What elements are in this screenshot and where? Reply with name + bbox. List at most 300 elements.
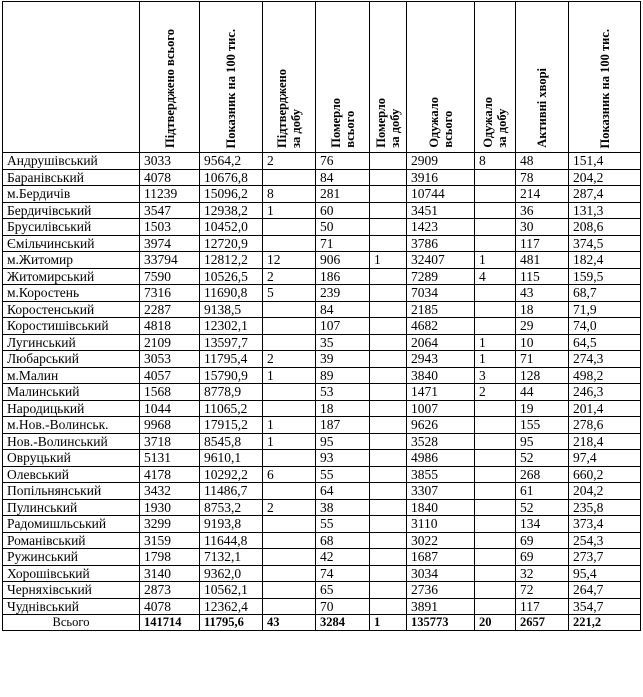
active-rate-cell: 95,4 — [569, 565, 641, 582]
confirmed-total-cell: 3140 — [140, 565, 200, 582]
confirmed-daily-cell — [263, 301, 316, 318]
table-row — [3, 367, 641, 384]
deaths-total-cell: 55 — [316, 466, 370, 483]
recovered-total-cell: 2064 — [407, 334, 475, 351]
deaths-daily-cell — [370, 598, 407, 615]
region-name-cell: Нов.-Волинський — [3, 433, 140, 450]
table-row — [3, 400, 641, 417]
column-header-label: Одужало за добу — [481, 97, 509, 148]
region-name-cell: Черняхівський — [3, 582, 140, 599]
active-cases-cell: 69 — [516, 549, 569, 566]
active-cases-cell: 117 — [516, 235, 569, 252]
recovered-daily-cell — [475, 169, 516, 186]
active-cases-cell: 214 — [516, 186, 569, 203]
confirmed-daily-cell — [263, 598, 316, 615]
active-rate-cell: 354,7 — [569, 598, 641, 615]
rate-per-100k-cell: 10292,2 — [200, 466, 263, 483]
region-name-cell: Любарський — [3, 351, 140, 368]
rate-per-100k-cell: 11795,4 — [200, 351, 263, 368]
recovered-total-cell: 3034 — [407, 565, 475, 582]
recovered-total-cell: 9626 — [407, 417, 475, 434]
rate-per-100k-cell: 13597,7 — [200, 334, 263, 351]
deaths-daily-cell — [370, 499, 407, 516]
region-name-cell: Олевський — [3, 466, 140, 483]
deaths-total-cell: 186 — [316, 268, 370, 285]
confirmed-total-cell: 3299 — [140, 516, 200, 533]
confirmed-daily-cell — [263, 582, 316, 599]
recovered-daily-cell — [475, 318, 516, 335]
recovered-daily-cell: 3 — [475, 367, 516, 384]
region-name-cell: м.Нов.-Волинськ. — [3, 417, 140, 434]
recovered-daily-cell — [475, 285, 516, 302]
rate-per-100k-cell: 12362,4 — [200, 598, 263, 615]
confirmed-daily-cell: 2 — [263, 351, 316, 368]
confirmed-total-cell: 1568 — [140, 384, 200, 401]
region-name-cell: м.Бердичів — [3, 186, 140, 203]
recovered-total-cell: 4682 — [407, 318, 475, 335]
column-header-label: Підтверджено всього — [162, 28, 177, 148]
active-cases-cell: 61 — [516, 483, 569, 500]
active-rate-cell: 218,4 — [569, 433, 641, 450]
table-row — [3, 318, 641, 335]
recovered-total-cell: 1840 — [407, 499, 475, 516]
confirmed-total-cell: 3159 — [140, 532, 200, 549]
confirmed-daily-cell — [263, 235, 316, 252]
total-value-cell: 43 — [263, 615, 316, 631]
recovered-daily-cell — [475, 565, 516, 582]
deaths-total-cell: 71 — [316, 235, 370, 252]
deaths-total-cell: 107 — [316, 318, 370, 335]
recovered-total-cell: 7289 — [407, 268, 475, 285]
deaths-daily-cell — [370, 466, 407, 483]
recovered-total-cell: 2185 — [407, 301, 475, 318]
rate-per-100k-cell: 8753,2 — [200, 499, 263, 516]
table-row — [3, 417, 641, 434]
confirmed-total-cell: 4078 — [140, 598, 200, 615]
deaths-daily-cell — [370, 400, 407, 417]
rate-per-100k-cell: 8778,9 — [200, 384, 263, 401]
confirmed-daily-cell: 1 — [263, 433, 316, 450]
rate-per-100k-cell: 10562,1 — [200, 582, 263, 599]
active-rate-cell: 498,2 — [569, 367, 641, 384]
total-value-cell: 2657 — [516, 615, 569, 631]
active-cases-cell: 128 — [516, 367, 569, 384]
rate-per-100k-cell: 15096,2 — [200, 186, 263, 203]
region-name-cell: Радомишльський — [3, 516, 140, 533]
total-value-cell: 20 — [475, 615, 516, 631]
confirmed-total-cell: 3718 — [140, 433, 200, 450]
confirmed-total-cell: 1044 — [140, 400, 200, 417]
deaths-total-cell: 70 — [316, 598, 370, 615]
deaths-total-cell: 65 — [316, 582, 370, 599]
active-rate-cell: 278,6 — [569, 417, 641, 434]
deaths-daily-cell — [370, 367, 407, 384]
active-rate-cell: 131,3 — [569, 202, 641, 219]
rate-per-100k-cell: 11644,8 — [200, 532, 263, 549]
rate-per-100k-cell: 11065,2 — [200, 400, 263, 417]
deaths-daily-cell — [370, 532, 407, 549]
column-header-label: Одужало всього — [426, 97, 455, 148]
region-name-cell: Бердичівський — [3, 202, 140, 219]
active-cases-cell: 18 — [516, 301, 569, 318]
total-value-cell: 135773 — [407, 615, 475, 631]
confirmed-daily-cell — [263, 516, 316, 533]
confirmed-total-cell: 1930 — [140, 499, 200, 516]
active-rate-cell: 373,4 — [569, 516, 641, 533]
deaths-total-cell: 39 — [316, 351, 370, 368]
deaths-total-cell: 906 — [316, 252, 370, 269]
deaths-daily-cell — [370, 334, 407, 351]
active-rate-cell: 254,3 — [569, 532, 641, 549]
table-header — [3, 2, 641, 153]
region-name-cell: м.Житомир — [3, 252, 140, 269]
region-header — [3, 2, 140, 153]
confirmed-total-cell: 3053 — [140, 351, 200, 368]
confirmed-total-cell: 7590 — [140, 268, 200, 285]
region-name-cell: Коростишівський — [3, 318, 140, 335]
confirmed-total-cell: 3547 — [140, 202, 200, 219]
deaths-daily-cell — [370, 202, 407, 219]
recovered-daily-cell — [475, 598, 516, 615]
region-name-cell: Брусилівський — [3, 219, 140, 236]
table-row — [3, 285, 641, 302]
recovered-daily-cell: 1 — [475, 252, 516, 269]
recovered-daily-cell: 8 — [475, 153, 516, 170]
rate-per-100k-cell: 12812,2 — [200, 252, 263, 269]
confirmed-total-cell: 11239 — [140, 186, 200, 203]
deaths-total-cell: 18 — [316, 400, 370, 417]
active-cases-cell: 52 — [516, 450, 569, 467]
rate-per-100k-cell: 17915,2 — [200, 417, 263, 434]
confirmed-total-cell: 5131 — [140, 450, 200, 467]
confirmed-total-cell: 2287 — [140, 301, 200, 318]
active-cases-cell: 117 — [516, 598, 569, 615]
table-row — [3, 219, 641, 236]
confirmed-total-cell: 3974 — [140, 235, 200, 252]
active-cases-cell: 19 — [516, 400, 569, 417]
rate-per-100k-cell: 11486,7 — [200, 483, 263, 500]
rate-per-100k-cell: 15790,9 — [200, 367, 263, 384]
total-value-cell: 141714 — [140, 615, 200, 631]
active-rate-cell: 246,3 — [569, 384, 641, 401]
deaths-total-cell: 239 — [316, 285, 370, 302]
confirmed-daily-cell: 8 — [263, 186, 316, 203]
active-cases-cell: 30 — [516, 219, 569, 236]
recovered-total-cell: 3022 — [407, 532, 475, 549]
table-row — [3, 268, 641, 285]
recovered-daily-cell — [475, 499, 516, 516]
recovered-total-header — [407, 2, 475, 153]
active-rate-cell: 71,9 — [569, 301, 641, 318]
deaths-total-cell: 84 — [316, 169, 370, 186]
table-row — [3, 235, 641, 252]
region-name-cell: Ружинський — [3, 549, 140, 566]
table-row — [3, 301, 641, 318]
deaths-total-cell: 89 — [316, 367, 370, 384]
recovered-daily-cell: 1 — [475, 334, 516, 351]
recovered-total-cell: 1471 — [407, 384, 475, 401]
recovered-total-cell: 1687 — [407, 549, 475, 566]
total-label-cell: Всього — [3, 615, 140, 631]
deaths-total-cell: 74 — [316, 565, 370, 582]
confirmed-daily-cell: 5 — [263, 285, 316, 302]
column-header-label: Активні хворі — [535, 68, 549, 148]
confirmed-daily-cell — [263, 219, 316, 236]
recovered-total-cell: 4986 — [407, 450, 475, 467]
deaths-total-cell: 60 — [316, 202, 370, 219]
table-row — [3, 334, 641, 351]
rate-per-100k-cell: 11690,8 — [200, 285, 263, 302]
active-cases-cell: 268 — [516, 466, 569, 483]
rate-per-100k-cell: 12720,9 — [200, 235, 263, 252]
recovered-daily-cell — [475, 483, 516, 500]
recovered-total-cell: 1007 — [407, 400, 475, 417]
table-row — [3, 186, 641, 203]
total-value-cell: 3284 — [316, 615, 370, 631]
active-cases-cell: 134 — [516, 516, 569, 533]
recovered-total-cell: 3528 — [407, 433, 475, 450]
table-row — [3, 433, 641, 450]
active-rate-cell: 68,7 — [569, 285, 641, 302]
rate-per-100k-cell: 10526,5 — [200, 268, 263, 285]
deaths-daily-cell — [370, 483, 407, 500]
recovered-daily-cell — [475, 549, 516, 566]
active-cases-cell: 71 — [516, 351, 569, 368]
confirmed-total-cell: 4818 — [140, 318, 200, 335]
confirmed-daily-cell: 1 — [263, 367, 316, 384]
deaths-total-cell: 281 — [316, 186, 370, 203]
recovered-daily-cell — [475, 417, 516, 434]
confirmed-daily-cell — [263, 549, 316, 566]
active-cases-cell: 36 — [516, 202, 569, 219]
confirmed-total-cell: 4057 — [140, 367, 200, 384]
deaths-total-cell: 53 — [316, 384, 370, 401]
rate-per-100k-cell: 9362,0 — [200, 565, 263, 582]
confirmed-daily-cell — [263, 532, 316, 549]
recovered-daily-cell — [475, 301, 516, 318]
deaths-daily-cell — [370, 285, 407, 302]
recovered-total-cell: 32407 — [407, 252, 475, 269]
region-name-cell: Чуднівський — [3, 598, 140, 615]
recovered-daily-cell — [475, 400, 516, 417]
confirmed-total-cell: 4178 — [140, 466, 200, 483]
total-row — [3, 615, 641, 631]
active-rate-cell: 182,4 — [569, 252, 641, 269]
deaths-daily-cell — [370, 268, 407, 285]
recovered-daily-cell — [475, 516, 516, 533]
recovered-daily-cell — [475, 186, 516, 203]
rate-per-100k-cell: 12938,2 — [200, 202, 263, 219]
region-name-cell: Романівський — [3, 532, 140, 549]
active-cases-cell: 72 — [516, 582, 569, 599]
rate-per-100k-cell: 12302,1 — [200, 318, 263, 335]
deaths-total-cell: 187 — [316, 417, 370, 434]
active-rate-cell: 159,5 — [569, 268, 641, 285]
deaths-daily-cell — [370, 433, 407, 450]
recovered-daily-cell: 4 — [475, 268, 516, 285]
table-row — [3, 153, 641, 170]
recovered-daily-cell — [475, 466, 516, 483]
table-row — [3, 466, 641, 483]
confirmed-daily-cell: 2 — [263, 268, 316, 285]
recovered-daily-cell — [475, 202, 516, 219]
active-rate-per-100k-header — [569, 2, 641, 153]
recovered-total-cell: 3307 — [407, 483, 475, 500]
deaths-total-cell: 84 — [316, 301, 370, 318]
confirmed-total-cell: 1798 — [140, 549, 200, 566]
deaths-daily-cell — [370, 153, 407, 170]
column-header-label: Підтверджено за добу — [275, 69, 303, 148]
active-cases-cell: 43 — [516, 285, 569, 302]
deaths-daily-cell — [370, 301, 407, 318]
header-row — [3, 2, 641, 153]
region-name-cell: Попільнянський — [3, 483, 140, 500]
recovered-daily-cell — [475, 433, 516, 450]
recovered-daily-cell — [475, 532, 516, 549]
active-rate-cell: 235,8 — [569, 499, 641, 516]
region-name-cell: Житомирський — [3, 268, 140, 285]
total-value-cell: 1 — [370, 615, 407, 631]
confirmed-daily-cell: 1 — [263, 417, 316, 434]
rate-per-100k-header — [200, 2, 263, 153]
confirmed-daily-cell — [263, 400, 316, 417]
confirmed-total-cell: 7316 — [140, 285, 200, 302]
table-row — [3, 532, 641, 549]
active-cases-cell: 44 — [516, 384, 569, 401]
rate-per-100k-cell: 7132,1 — [200, 549, 263, 566]
table-row — [3, 598, 641, 615]
region-name-cell: Ємільчинський — [3, 235, 140, 252]
confirmed-daily-cell: 12 — [263, 252, 316, 269]
active-cases-cell: 32 — [516, 565, 569, 582]
recovered-total-cell: 1423 — [407, 219, 475, 236]
active-cases-cell: 95 — [516, 433, 569, 450]
rate-per-100k-cell: 9610,1 — [200, 450, 263, 467]
table-row — [3, 384, 641, 401]
column-header-label: Померло всього — [328, 98, 357, 148]
confirmed-total-cell: 3432 — [140, 483, 200, 500]
recovered-total-cell: 3451 — [407, 202, 475, 219]
active-rate-cell: 287,4 — [569, 186, 641, 203]
confirmed-total-cell: 9968 — [140, 417, 200, 434]
rate-per-100k-cell: 9138,5 — [200, 301, 263, 318]
recovered-total-cell: 2943 — [407, 351, 475, 368]
deaths-daily-cell — [370, 582, 407, 599]
deaths-total-cell: 50 — [316, 219, 370, 236]
deaths-total-cell: 76 — [316, 153, 370, 170]
deaths-daily-cell — [370, 516, 407, 533]
confirmed-daily-cell — [263, 565, 316, 582]
table-row — [3, 549, 641, 566]
deaths-daily-cell — [370, 219, 407, 236]
table-row — [3, 516, 641, 533]
confirmed-daily-cell: 6 — [263, 466, 316, 483]
deaths-daily-cell — [370, 235, 407, 252]
confirmed-daily-cell — [263, 318, 316, 335]
rate-per-100k-cell: 10676,8 — [200, 169, 263, 186]
active-rate-cell: 151,4 — [569, 153, 641, 170]
column-header-label: Показник на 100 тис. — [224, 28, 238, 148]
deaths-daily-cell — [370, 417, 407, 434]
deaths-total-header — [316, 2, 370, 153]
active-cases-cell: 155 — [516, 417, 569, 434]
column-header-label: Показник на 100 тис. — [597, 28, 612, 148]
deaths-daily-cell — [370, 186, 407, 203]
region-name-cell: Овруцький — [3, 450, 140, 467]
recovered-total-cell: 3916 — [407, 169, 475, 186]
recovered-daily-cell — [475, 450, 516, 467]
table-row — [3, 499, 641, 516]
table-row — [3, 483, 641, 500]
deaths-daily-cell — [370, 318, 407, 335]
recovered-total-cell: 3891 — [407, 598, 475, 615]
deaths-total-cell: 93 — [316, 450, 370, 467]
region-name-cell: Народицький — [3, 400, 140, 417]
active-rate-cell: 264,7 — [569, 582, 641, 599]
column-header-label: Померло за добу — [374, 98, 402, 148]
active-cases-cell: 52 — [516, 499, 569, 516]
table-footer — [3, 615, 641, 631]
confirmed-total-header — [140, 2, 200, 153]
confirmed-total-cell: 3033 — [140, 153, 200, 170]
active-cases-header — [516, 2, 569, 153]
active-rate-cell: 97,4 — [569, 450, 641, 467]
deaths-daily-cell — [370, 351, 407, 368]
active-rate-cell: 273,7 — [569, 549, 641, 566]
region-name-cell: м.Коростень — [3, 285, 140, 302]
rate-per-100k-cell: 10452,0 — [200, 219, 263, 236]
confirmed-daily-cell — [263, 483, 316, 500]
active-cases-cell: 29 — [516, 318, 569, 335]
region-name-cell: Андрушівський — [3, 153, 140, 170]
deaths-total-cell: 42 — [316, 549, 370, 566]
region-name-cell: Лугинський — [3, 334, 140, 351]
deaths-daily-cell: 1 — [370, 252, 407, 269]
table-body — [3, 153, 641, 615]
confirmed-daily-cell — [263, 450, 316, 467]
active-rate-cell: 374,5 — [569, 235, 641, 252]
region-name-cell: Хорошівський — [3, 565, 140, 582]
active-rate-cell: 660,2 — [569, 466, 641, 483]
recovered-total-cell: 3786 — [407, 235, 475, 252]
region-name-cell: м.Малин — [3, 367, 140, 384]
confirmed-total-cell: 4078 — [140, 169, 200, 186]
confirmed-daily-header — [263, 2, 316, 153]
deaths-daily-cell — [370, 549, 407, 566]
confirmed-daily-cell: 1 — [263, 202, 316, 219]
active-rate-cell: 64,5 — [569, 334, 641, 351]
deaths-total-cell: 95 — [316, 433, 370, 450]
confirmed-daily-cell: 2 — [263, 153, 316, 170]
active-rate-cell: 74,0 — [569, 318, 641, 335]
active-cases-cell: 48 — [516, 153, 569, 170]
recovered-daily-cell — [475, 235, 516, 252]
confirmed-daily-cell — [263, 384, 316, 401]
recovered-total-cell: 3110 — [407, 516, 475, 533]
table-row — [3, 351, 641, 368]
recovered-total-cell: 2909 — [407, 153, 475, 170]
recovered-total-cell: 7034 — [407, 285, 475, 302]
confirmed-total-cell: 1503 — [140, 219, 200, 236]
recovered-total-cell: 3840 — [407, 367, 475, 384]
recovered-daily-cell — [475, 219, 516, 236]
deaths-daily-cell — [370, 450, 407, 467]
active-rate-cell: 204,2 — [569, 483, 641, 500]
rate-per-100k-cell: 9193,8 — [200, 516, 263, 533]
recovered-daily-cell: 1 — [475, 351, 516, 368]
table-row — [3, 450, 641, 467]
deaths-total-cell: 64 — [316, 483, 370, 500]
